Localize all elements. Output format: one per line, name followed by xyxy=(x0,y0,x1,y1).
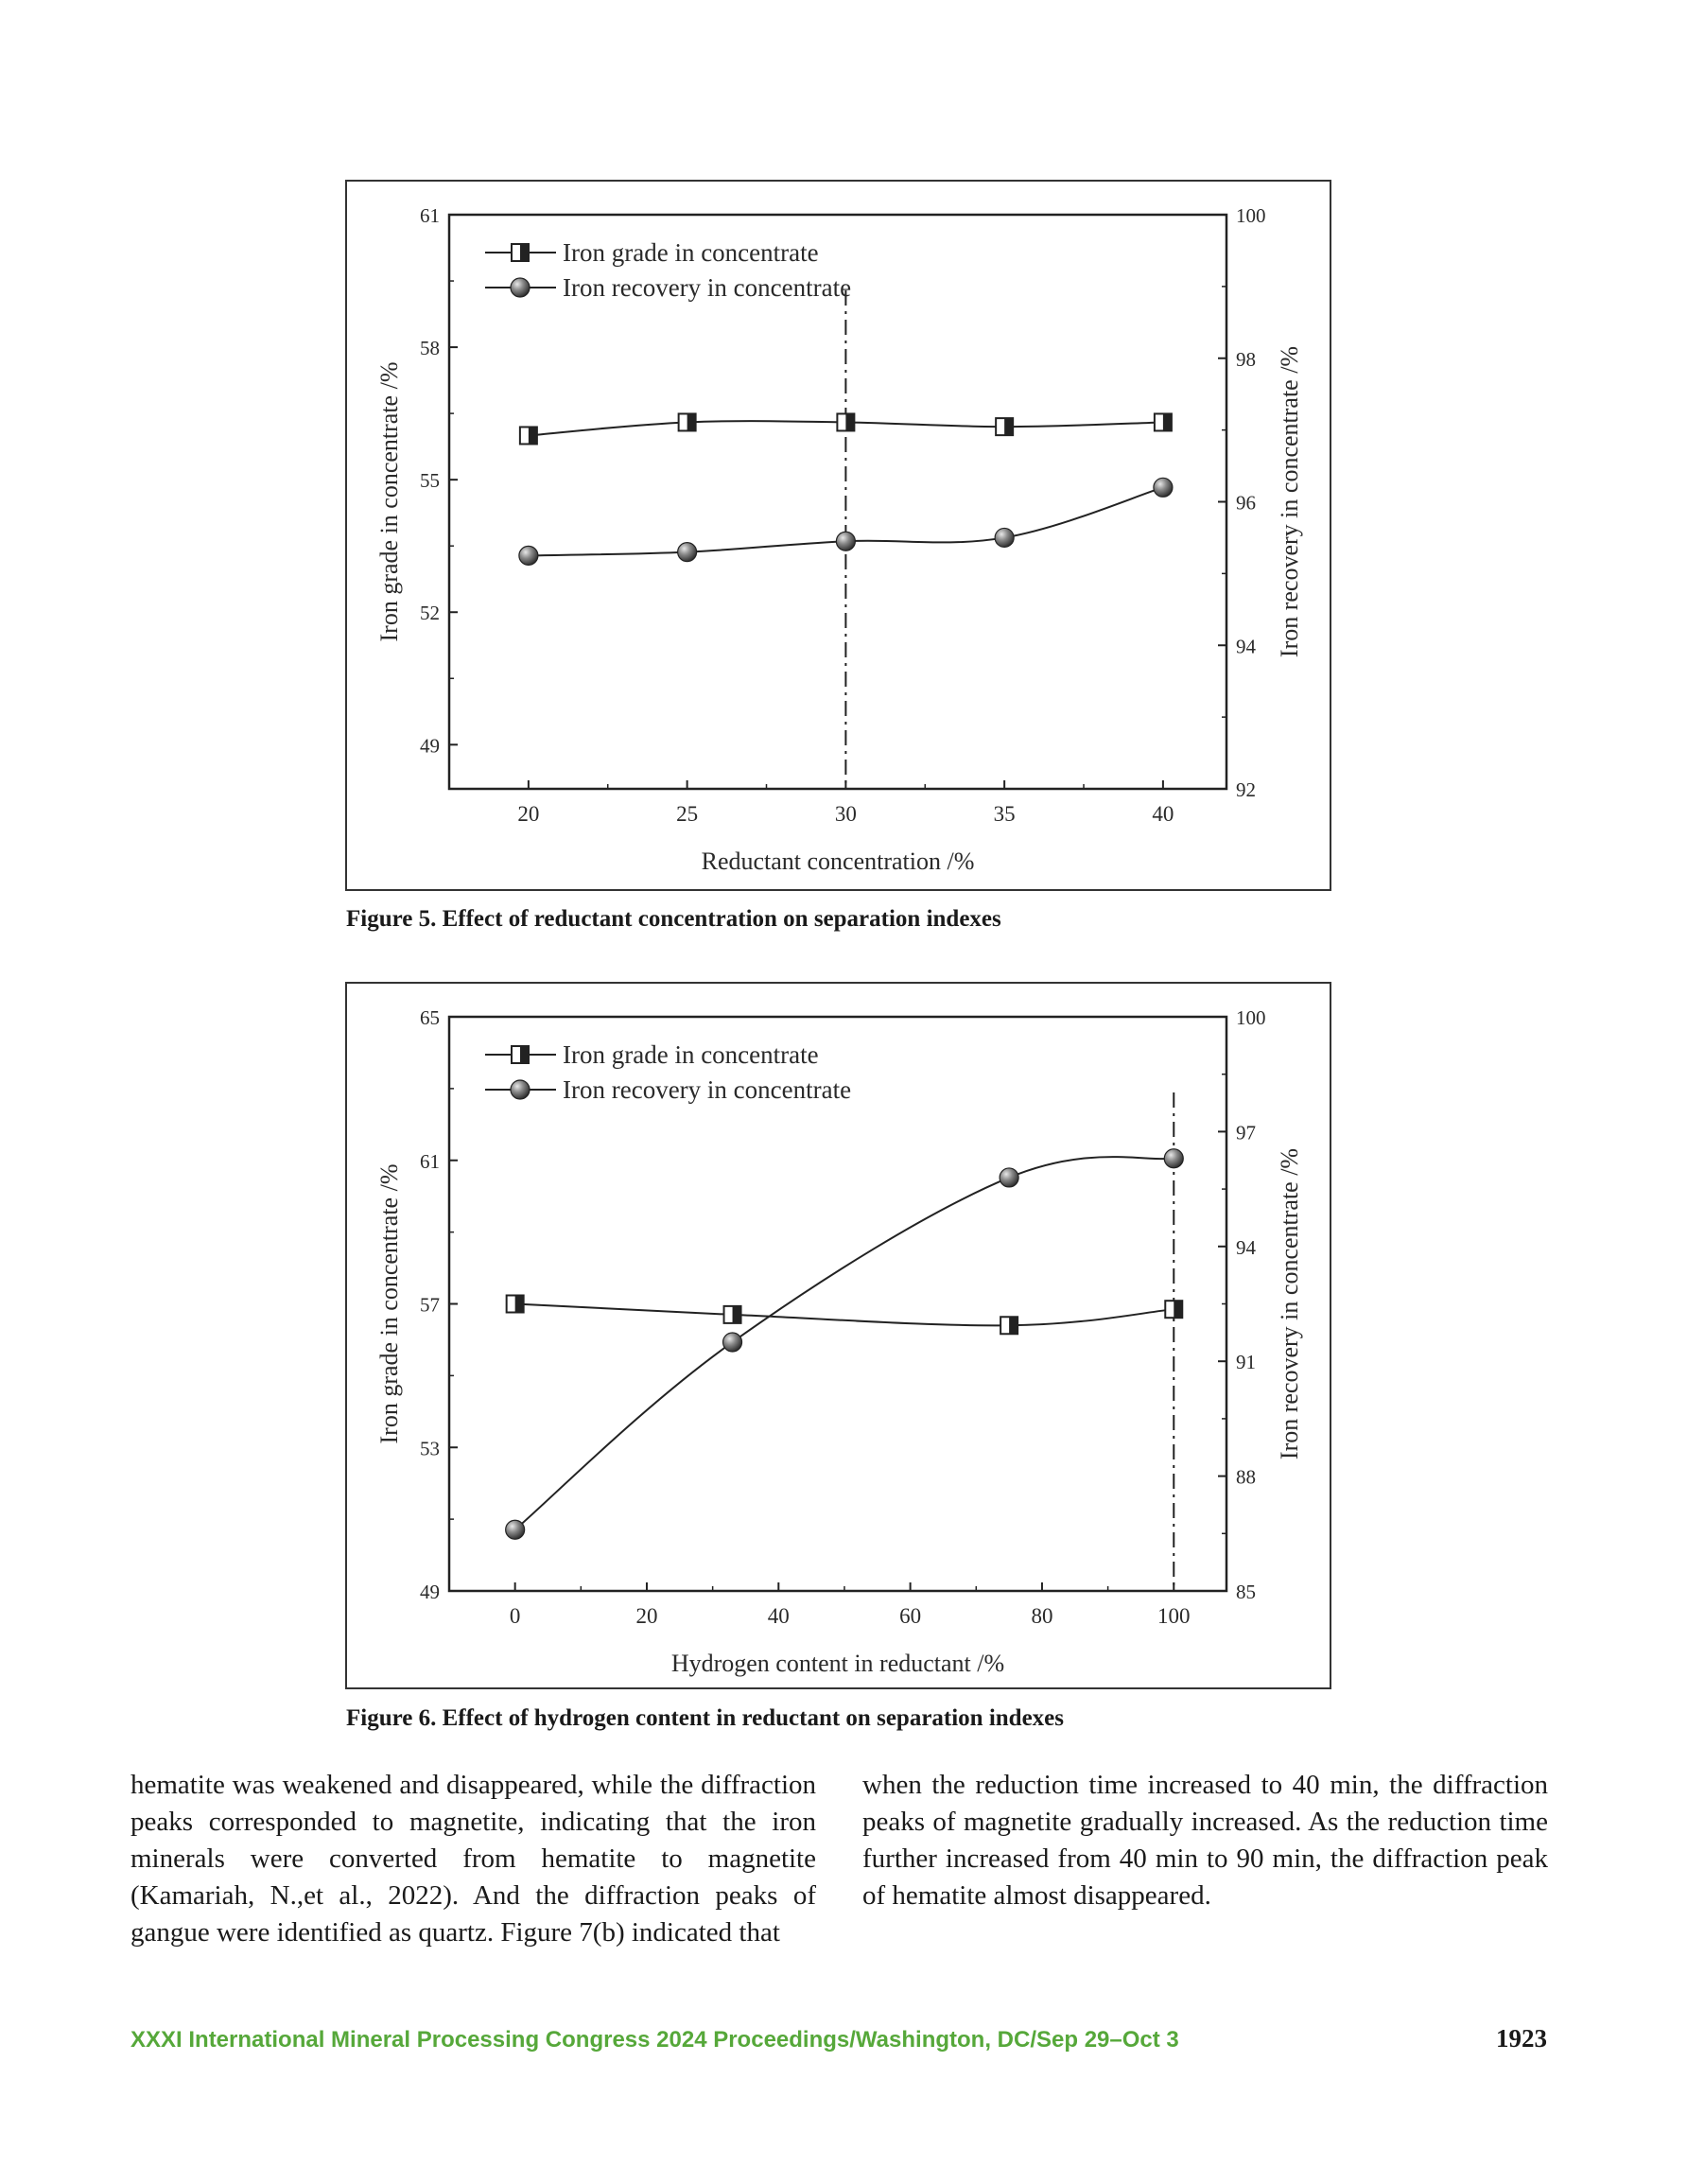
figure-5-chart xyxy=(347,182,1330,889)
series-line xyxy=(515,1157,1174,1529)
data-point xyxy=(724,1306,741,1323)
y-right-tick-label: 100 xyxy=(1236,1006,1266,1029)
legend-label: Iron grade in concentrate xyxy=(563,1040,819,1069)
body-text-right-column: when the reduction time increased to 40 min, the diffraction peaks of magnetite gradually increased. As the reduction time further increased from 40 min to 90 min, the diffraction peak of hematite almost disappeared. xyxy=(862,1770,1548,1911)
figure-6-chart xyxy=(347,984,1330,1687)
page-number: 1923 xyxy=(1496,2024,1547,2053)
figure-6-caption: Figure 6. Effect of hydrogen content in reductant on separation indexes xyxy=(346,1705,1065,1731)
footer-conference: XXXI International Mineral Processing Congress 2024 Proceedings/Washington, DC/Sep 29–Oct 3 xyxy=(130,2027,1179,2053)
data-point xyxy=(837,413,854,430)
y-left-axis-label: Iron grade in concentrate /% xyxy=(375,1163,403,1444)
y-right-axis-label: Iron recovery in concentrate /% xyxy=(1276,1147,1303,1460)
y-left-tick-label: 57 xyxy=(420,1293,440,1317)
x-tick-label: 25 xyxy=(676,802,699,826)
y-left-tick-label: 49 xyxy=(420,1581,440,1603)
y-right-tick-label: 97 xyxy=(1236,1121,1256,1144)
x-tick-label: 100 xyxy=(1157,1604,1191,1628)
data-point xyxy=(506,1520,525,1539)
y-right-tick-label: 85 xyxy=(1236,1581,1256,1603)
data-point xyxy=(520,427,537,444)
body-text-left-column: hematite was weakened and disappeared, while the diffraction peaks corresponded to magnetite, indicating that the iron minerals were converted from hematite to magnetite (Kamariah, N.,et al., 2022). And the diffraction peaks of gangue were identified as quartz. Figure 7(b) indicated that xyxy=(130,1770,816,1948)
y-left-tick-label: 55 xyxy=(420,469,440,493)
figure-5-box xyxy=(345,180,1331,891)
y-right-tick-label: 92 xyxy=(1236,778,1256,801)
y-right-tick-label: 94 xyxy=(1236,1235,1256,1259)
data-point xyxy=(1155,413,1172,430)
y-right-tick-label: 94 xyxy=(1236,635,1256,658)
y-left-tick-label: 65 xyxy=(420,1006,440,1029)
y-right-tick-label: 91 xyxy=(1236,1351,1256,1374)
data-point xyxy=(507,1296,524,1313)
x-tick-label: 0 xyxy=(509,1604,521,1628)
y-left-axis-label: Iron grade in concentrate /% xyxy=(375,361,403,642)
y-left-tick-label: 49 xyxy=(420,734,440,758)
legend-entry xyxy=(485,238,819,267)
x-tick-label: 80 xyxy=(1031,1604,1053,1628)
y-left-tick-label: 61 xyxy=(420,204,440,227)
data-point xyxy=(1164,1149,1183,1168)
x-tick-label: 20 xyxy=(517,802,540,826)
y-right-tick-label: 98 xyxy=(1236,347,1256,371)
x-tick-label: 60 xyxy=(899,1604,922,1628)
figure-6-box xyxy=(345,982,1331,1689)
data-point xyxy=(1000,1317,1017,1334)
y-right-axis-label: Iron recovery in concentrate /% xyxy=(1276,345,1303,658)
y-right-tick-label: 88 xyxy=(1236,1465,1256,1489)
x-tick-label: 40 xyxy=(1152,802,1174,826)
legend-entry xyxy=(485,1075,851,1104)
x-tick-label: 35 xyxy=(993,802,1016,826)
legend-entry xyxy=(485,273,851,302)
data-point xyxy=(995,528,1014,547)
legend-label: Iron grade in concentrate xyxy=(563,238,819,267)
data-point xyxy=(1165,1301,1182,1318)
series-line xyxy=(515,1304,1174,1326)
legend-label: Iron recovery in concentrate xyxy=(563,1075,852,1104)
y-right-tick-label: 96 xyxy=(1236,491,1256,515)
y-left-tick-label: 58 xyxy=(420,337,440,360)
y-left-tick-label: 61 xyxy=(420,1149,440,1173)
legend-label: Iron recovery in concentrate xyxy=(563,273,852,302)
data-point xyxy=(996,418,1013,435)
y-left-tick-label: 52 xyxy=(420,602,440,625)
y-left-tick-label: 53 xyxy=(420,1437,440,1460)
data-point xyxy=(679,413,696,430)
x-tick-label: 40 xyxy=(767,1604,790,1628)
data-point xyxy=(836,532,855,550)
data-point xyxy=(678,543,697,562)
x-tick-label: 30 xyxy=(834,802,857,826)
data-point xyxy=(519,546,538,565)
x-axis-label: Reductant concentration /% xyxy=(701,847,975,875)
data-point xyxy=(1000,1168,1018,1187)
figure-5-caption: Figure 5. Effect of reductant concentration on separation indexes xyxy=(346,906,1001,932)
legend-entry xyxy=(485,1040,819,1069)
data-point xyxy=(723,1333,742,1352)
x-axis-label: Hydrogen content in reductant /% xyxy=(670,1650,1005,1677)
y-right-tick-label: 100 xyxy=(1236,204,1266,227)
x-tick-label: 20 xyxy=(635,1604,658,1628)
data-point xyxy=(1154,478,1173,497)
